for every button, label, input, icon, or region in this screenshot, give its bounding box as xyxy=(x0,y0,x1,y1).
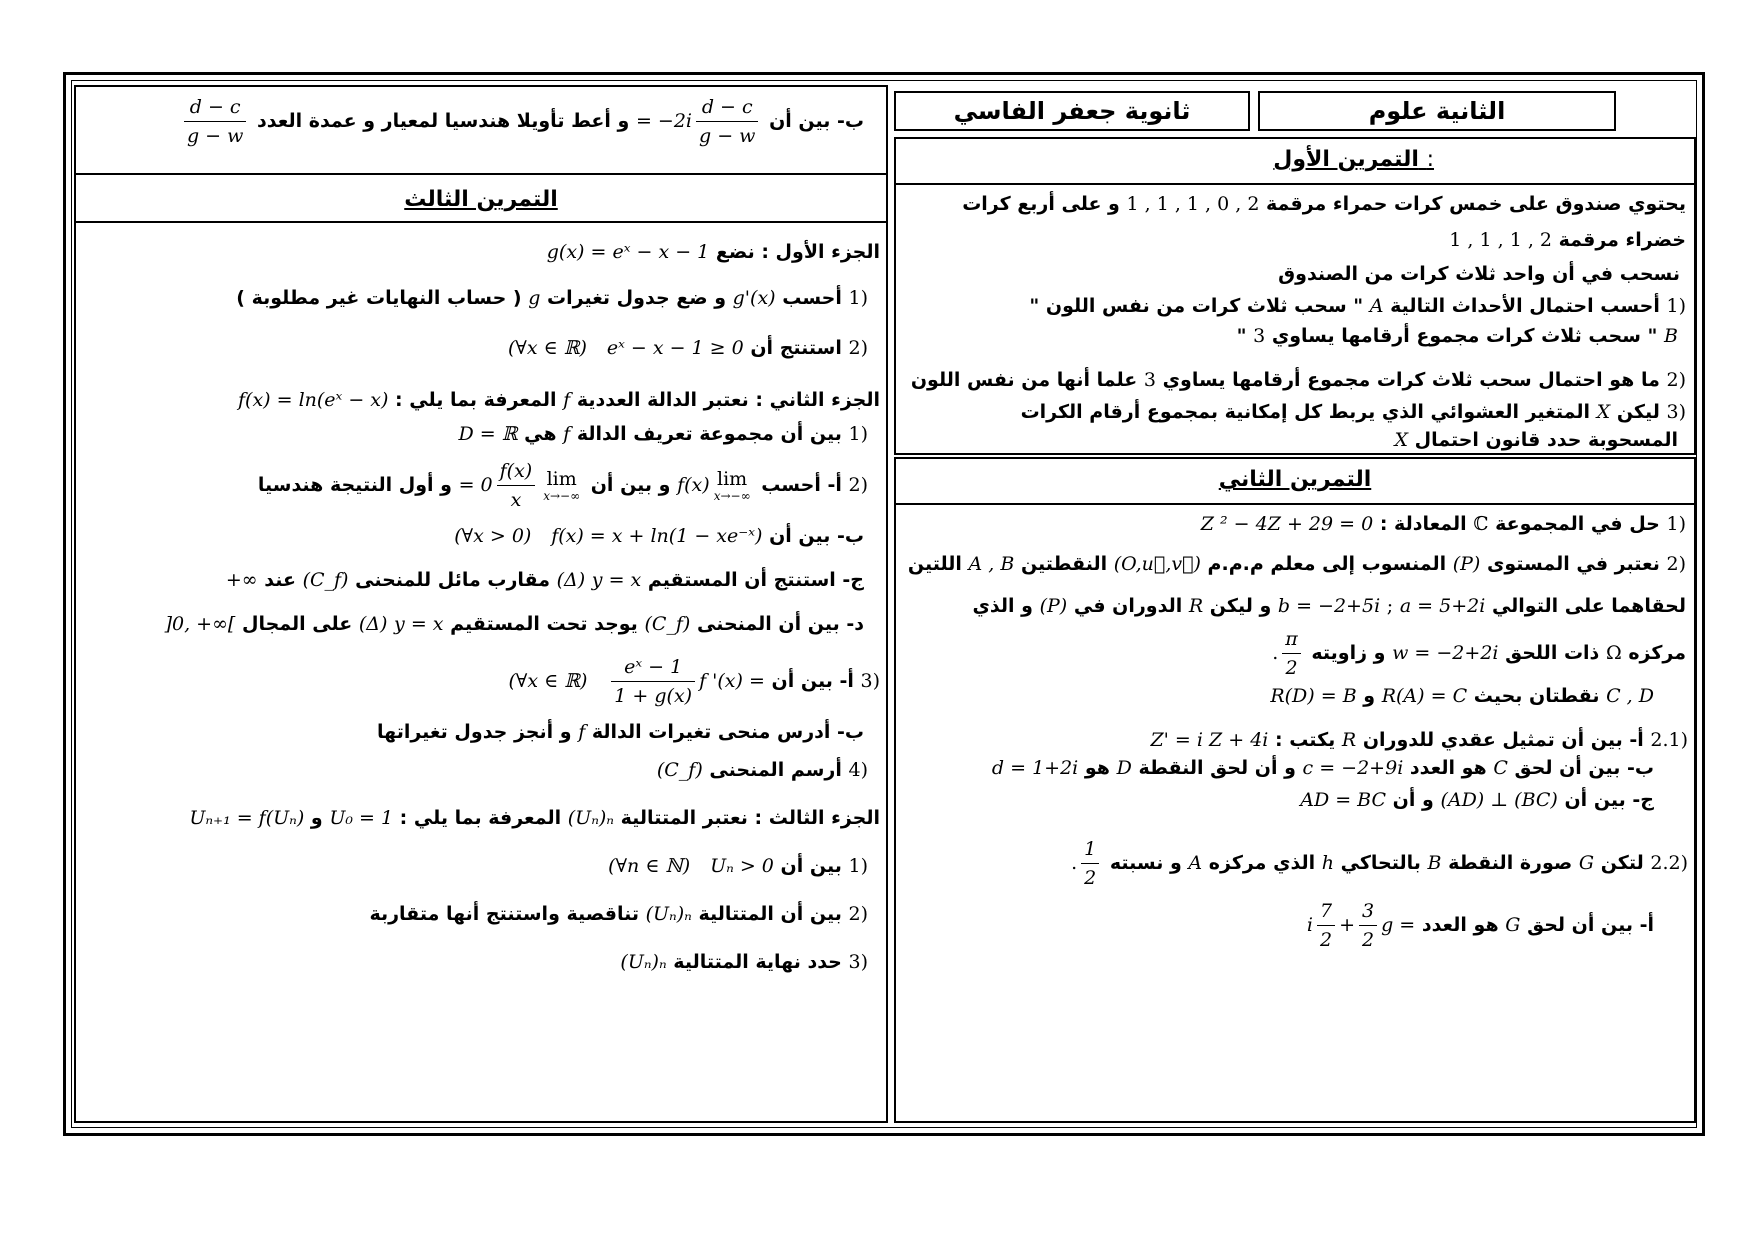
ex3-part2-q2a: 2) أ- أحسب lim x→−∞ f(x) و بين أن lim x→−∞ $\frac{f(x)}{x}$ = 0 و أول النتيجة هندسيا xyxy=(258,457,868,514)
exercise-3-title: التمرين الثالث xyxy=(404,187,558,212)
ex2-q2-line3: مركزه Ω ذات اللحق w = −2+2i و زاويته $\frac{\pi}{2}$ . xyxy=(1272,625,1686,682)
ex3-part1-q2: 2) استنتج أن eˣ − x − 1 ≥ 0 (∀x ∈ ℝ) xyxy=(508,337,868,359)
ex3-part2-q1: 1) بين أن مجموعة تعريف الدالة f هي D = ℝ xyxy=(458,423,868,445)
right-column xyxy=(894,85,1696,1123)
fraction-3-over-2: $\frac{3}{2}$ xyxy=(1359,897,1377,954)
left-column xyxy=(74,85,888,1123)
ex1-intro-line1: يحتوي صندوق على خمس كرات حمراء مرقمة 1 , 1 , 1 , 0 , 2 و على أربع كرات xyxy=(962,193,1686,215)
school-name: ثانوية جعفر الفاسي xyxy=(894,91,1250,131)
ex2-q2-line4: C , D نقطتان بحيث R(A) = C و R(D) = B xyxy=(1270,685,1654,707)
ex2-q2-line2: لحقاهما على التوالي a = 5+2i ; b = −2+5i و ليكن R الدوران في (P) و الذي xyxy=(972,595,1686,617)
ex3-part3-q1: 1) بين أن Uₙ > 0 (∀n ∈ ℕ) xyxy=(608,855,868,877)
ex1-q1-event-b: B " سحب ثلاث كرات مجموع أرقامها يساوي 3 " xyxy=(1236,325,1678,347)
limit-operator: lim x→−∞ xyxy=(543,467,581,503)
divider xyxy=(76,173,886,175)
ex2-q21b: ب- بين أن لحق C هو العدد c = −2+9i و أن لحق النقطة D هو d = 1+2i xyxy=(991,757,1654,779)
ex3-part1-intro: الجزء الأول : نضع g(x) = eˣ − x − 1 xyxy=(546,241,880,263)
limit-operator: lim x→−∞ xyxy=(713,467,751,503)
ex1-intro-line2: خضراء مرقمة 1 , 1 , 1 , 2 xyxy=(1449,229,1686,251)
ex3-part1-q1: 1) أحسب g'(x) و ضع جدول تغيرات g ( حساب النهايات غير مطلوبة ) xyxy=(236,287,868,309)
ex1-q3-cont: المسحوبة حدد قانون احتمال X xyxy=(1394,429,1678,451)
ex2-q1: 1) حل في المجموعة ℂ المعادلة : Z ² − 4Z + 29 = 0 xyxy=(1200,513,1686,535)
ex2-q21c: ج- بين أن (AD) ⊥ (BC) و أن AD = BC xyxy=(1300,789,1654,811)
fraction-d-c-over-g-w: $\frac{d - c}{g - w}$ xyxy=(696,93,758,150)
divider xyxy=(896,503,1694,505)
ex3-part3-q3: 3) حدد نهاية المتتالية (Uₙ)ₙ xyxy=(620,951,868,973)
fraction-fx-over-x: $\frac{f(x)}{x}$ xyxy=(497,457,536,514)
fraction-1-over-2: $\frac{1}{2}$ xyxy=(1081,835,1099,892)
class-level: الثانية علوم xyxy=(1258,91,1616,131)
ex2-q21a: 2.1) أ- بين أن تمثيل عقدي للدوران R يكتب : Z' = i Z + 4i xyxy=(1150,729,1688,751)
ex3-part2-q2d: د- بين أن المنحنى (C_f) يوجد تحت المستقيم y = x (Δ) على المجال ]0, +∞[ xyxy=(164,613,864,635)
fraction-pi-over-2: $\frac{\pi}{2}$ xyxy=(1282,625,1301,682)
ex3-part2-q2b: ب- بين أن f(x) = x + ln(1 − xe⁻ˣ) (∀x > 0) xyxy=(454,525,864,547)
exercise-2-title: التمرين الثاني xyxy=(1218,467,1372,492)
divider xyxy=(896,183,1694,185)
ex3-part2-q3a: 3) أ- بين أن f '(x) = $\frac{\text{eˣ − 1}}{1 + g(x)}$ (∀x ∈ ℝ) xyxy=(508,653,880,710)
ex1-q2: 2) ما هو احتمال سحب ثلاث كرات مجموع أرقامها يساوي 3 علما أنها من نفس اللون xyxy=(910,369,1686,391)
fraction-7-over-2: $\frac{7}{2}$ xyxy=(1317,897,1335,954)
left-top-question: ب- بين أن $\frac{d - c}{g - w}$ = −2i و أعط تأويلا هندسيا لمعيار و عمدة العدد $\frac{d - c}{g - w}$ xyxy=(180,93,864,150)
exercise-1-box xyxy=(894,137,1696,455)
exercise-1-title: : التمرين الأول xyxy=(1273,147,1434,172)
fraction-d-c-over-g-w-2: $\frac{d - c}{g - w}$ xyxy=(184,93,246,150)
ex2-q22a: أ- بين أن لحق G هو العدد g = $\frac{3}{2}$ + $\frac{7}{2}$ i xyxy=(1307,897,1654,954)
ex1-intro-line3: نسحب في أن واحد ثلاث كرات من الصندوق xyxy=(1278,263,1680,285)
ex3-part2-q4: 4) أرسم المنحنى (C_f) xyxy=(656,759,868,781)
ex3-part2-intro: الجزء الثاني : نعتبر الدالة العددية f المعرفة بما يلي : f(x) = ln(eˣ − x) xyxy=(238,389,880,411)
ex3-part3-q2: 2) بين أن المتتالية (Uₙ)ₙ تناقصية واستنتج أنها متقاربة xyxy=(369,903,868,925)
ex2-q22: 2.2) لتكن G صورة النقطة B بالتحاكي h الذي مركزه A و نسبته $\frac{1}{2}$ . xyxy=(1071,835,1688,892)
exam-sheet xyxy=(63,72,1705,1136)
ex3-part2-q3b: ب- أدرس منحى تغيرات الدالة f و أنجز جدول تغيراتها xyxy=(377,721,864,743)
ex2-q2-line1: 2) نعتبر في المستوى (P) المنسوب إلى معلم م.م.م (O,u⃗,v⃗) النقطتين A , B اللتين xyxy=(907,553,1686,575)
ex3-part3-intro: الجزء الثالث : نعتبر المتتالية (Uₙ)ₙ المعرفة بما يلي : U₀ = 1 و Uₙ₊₁ = f(Uₙ) xyxy=(189,807,880,829)
ex1-q3: 3) ليكن X المتغير العشوائي الذي يربط كل إمكانية بمجموع أرقام الكرات xyxy=(1020,401,1686,423)
inner-frame xyxy=(71,80,1697,1128)
divider xyxy=(76,221,886,223)
exercise-2-box xyxy=(894,457,1696,1123)
fraction-fprime: $\frac{\text{eˣ − 1}}{1 + g(x)}$ xyxy=(611,653,695,710)
ex3-part2-q2c: ج- استنتج أن المستقيم y = x (Δ) مقارب مائل للمنحنى (C_f) عند +∞ xyxy=(225,569,864,591)
ex1-q1: 1) أحسب احتمال الأحداث التالية A " سحب ثلاث كرات من نفس اللون " xyxy=(1029,295,1686,317)
